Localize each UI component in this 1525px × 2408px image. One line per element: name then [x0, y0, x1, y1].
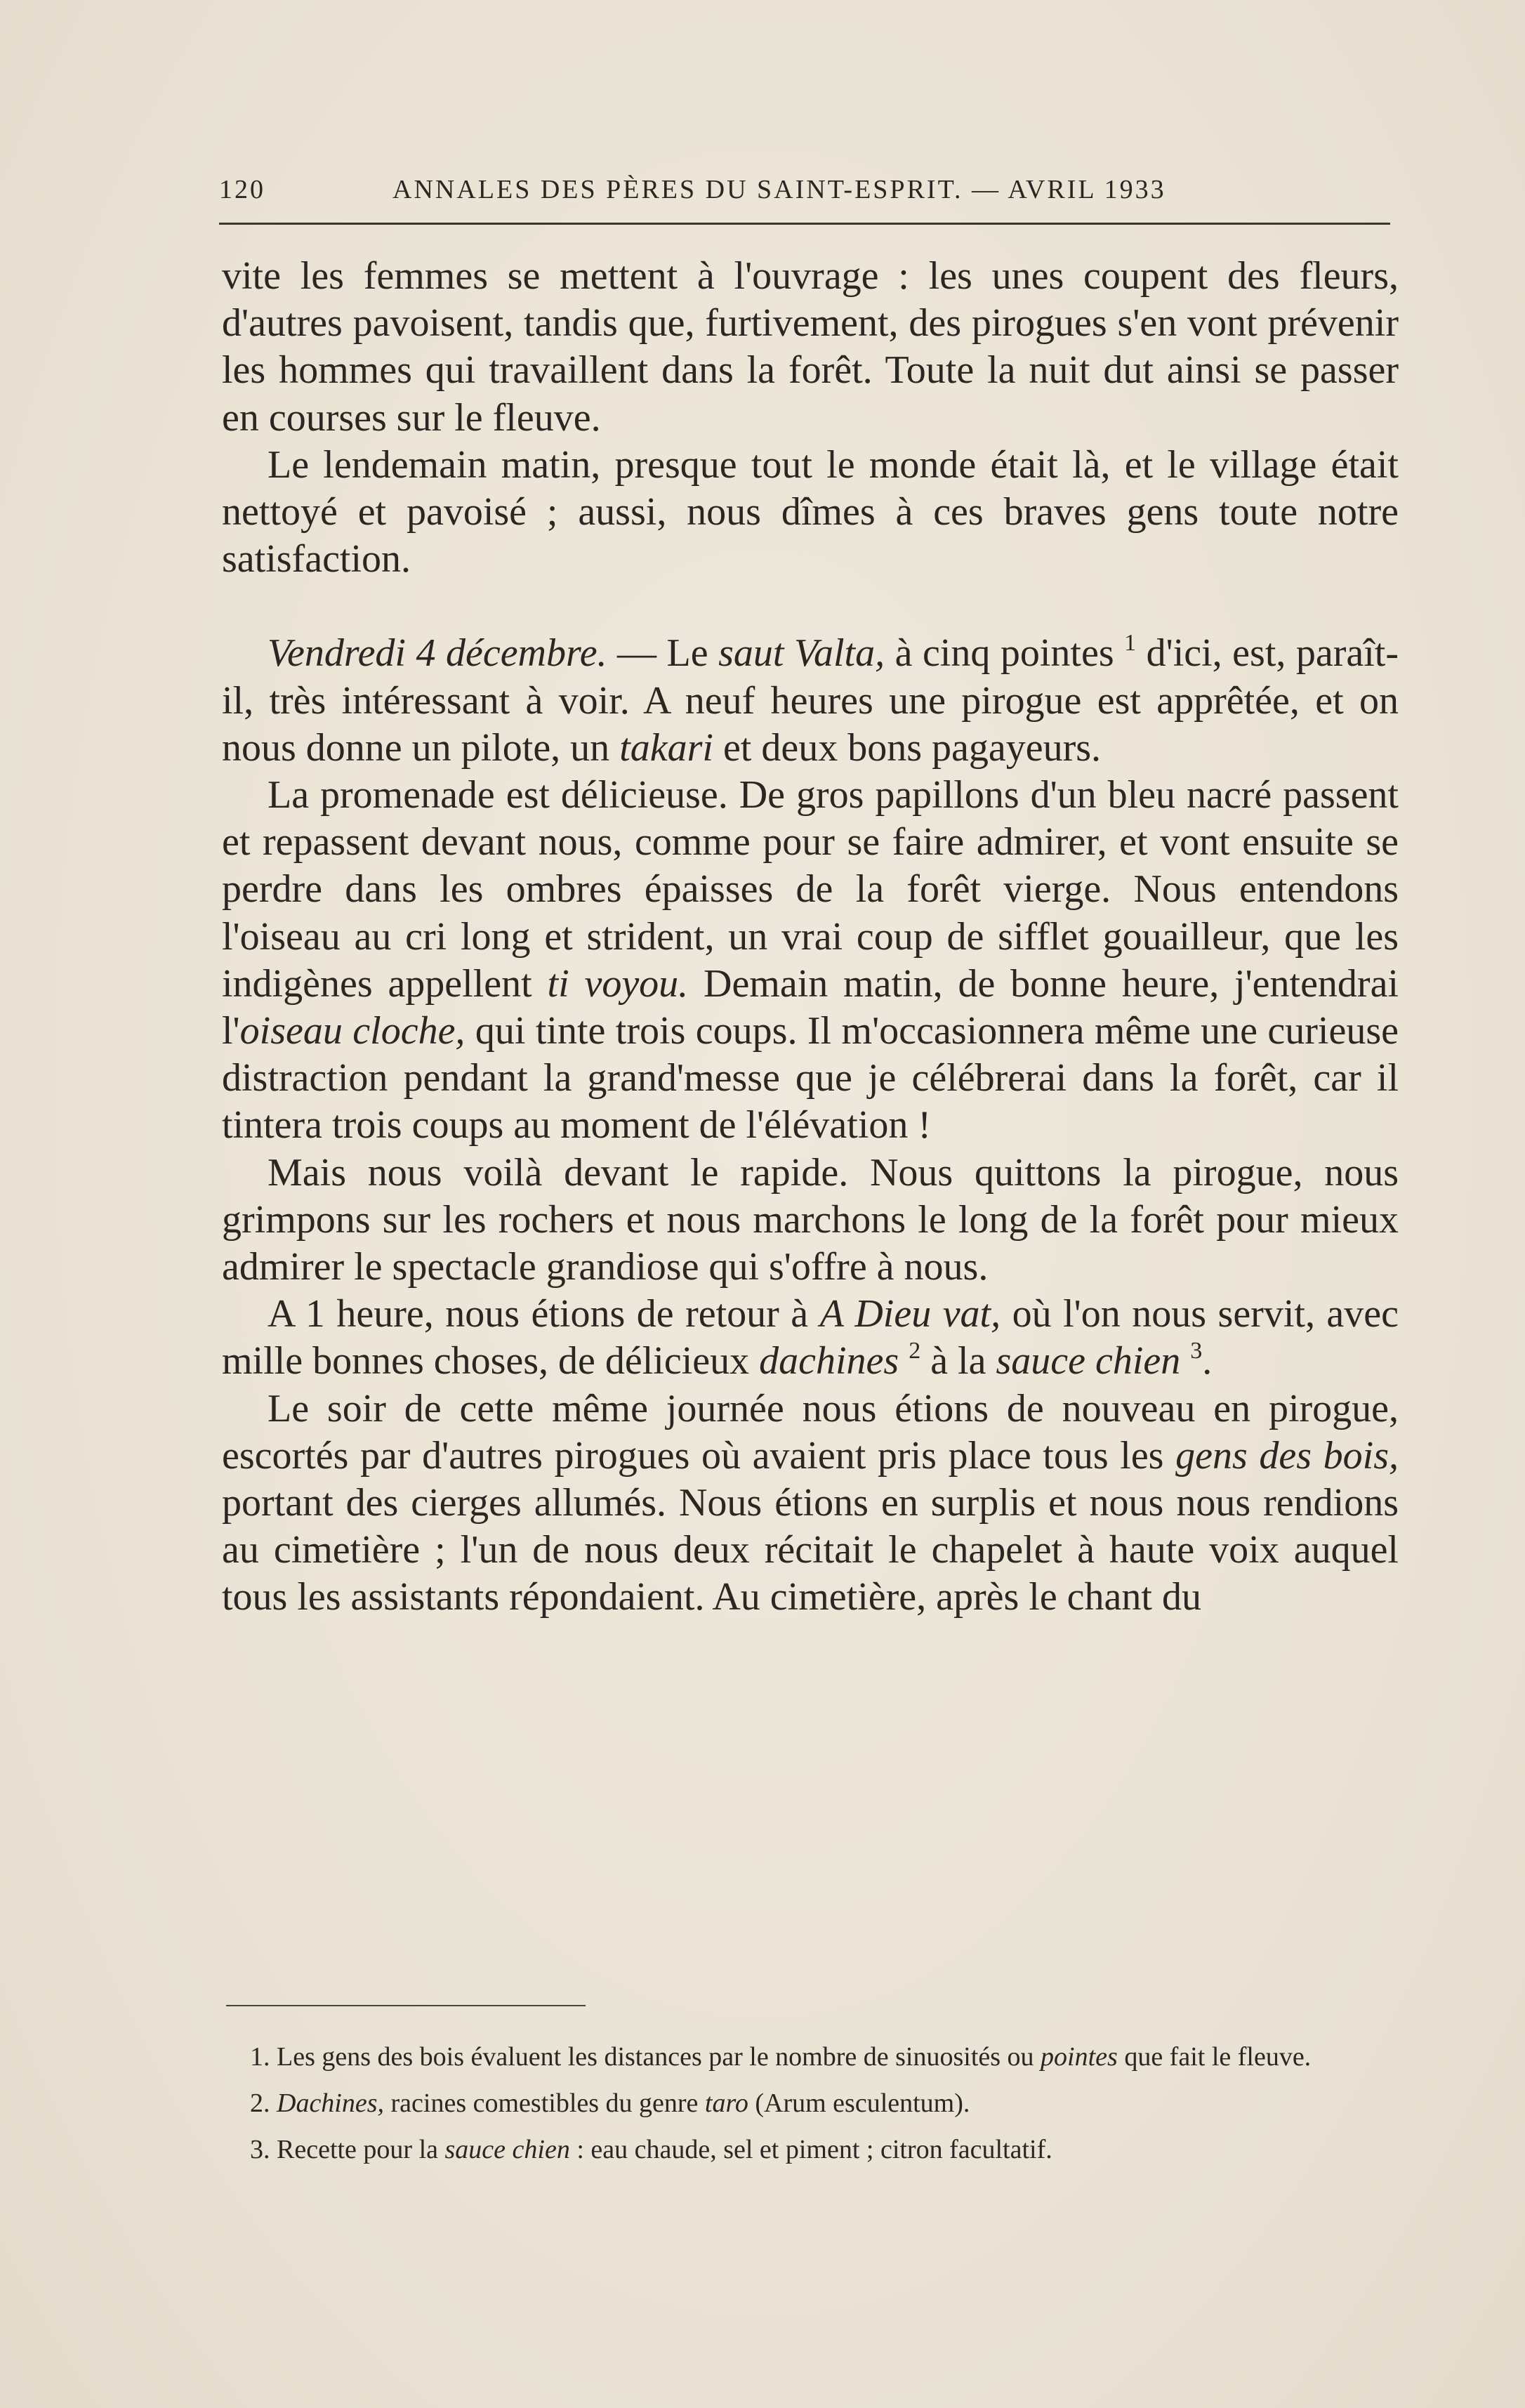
paragraph-5: Mais nous voilà devant le rapide. Nous quittons la pirogue, nous grimpons sur les rochers et nous marchons le long de la forêt pour mieux admirer le spectacle grandiose qui s'offre à nous. — [222, 1150, 1399, 1289]
paragraph-3: Vendredi 4 décembre. — Le saut Valta, à cinq pointes $^1$ d'ici, est, paraît-il, très intéressant à voir. A neuf heures une pirogue est apprêtée, et on nous donne un pilote, un takari et deux bons pagayeurs. — [222, 630, 1399, 770]
page-number: 120 — [219, 175, 265, 204]
footnote-ref-2: 2 — [909, 1338, 921, 1364]
footnote-rule — [226, 2005, 586, 2006]
entry-date: Vendredi 4 décembre. — [268, 631, 607, 676]
footnotes — [222, 2040, 1399, 2179]
footnote-ref-1: 1 — [1124, 630, 1137, 657]
header-rule — [219, 223, 1390, 225]
paragraph-6: A 1 heure, nous étions de retour à A Dieu vat, où l'on nous servit, avec mille bonnes choses, de délicieux dachines $^2$ à la sauce chien $^3$. — [222, 1292, 1399, 1383]
running-title: ANNALES DES PÈRES DU SAINT-ESPRIT. — AVRIL 1933 — [392, 175, 1166, 204]
body-text — [222, 253, 1399, 1621]
paragraph-1: vite les femmes se mettent à l'ouvrage : les unes coupent des fleurs, d'autres pavoisent, tandis que, furtivement, des pirogues s'en vont prévenir les hommes qui travaillent dans la forêt. Toute la nuit dut ainsi se passer en courses sur le fleuve. — [222, 254, 1399, 440]
paragraph-2: Le lendemain matin, presque tout le monde était là, et le village était nettoyé et pavoisé ; aussi, nous dîmes à ces braves gens toute notre satisfaction. — [222, 442, 1399, 581]
footnote-3: 3. Recette pour la sauce chien : eau chaude, sel et piment ; citron facultatif. — [250, 2135, 1052, 2164]
footnote-2: 2. Dachines, racines comestibles du genre taro (Arum esculentum). — [250, 2088, 970, 2118]
paragraph-4: La promenade est délicieuse. De gros papillons d'un bleu nacré passent et repassent devant nous, comme pour se faire admirer, et vont ensuite se perdre dans les ombres épaisses de la forêt vierge. Nous entendons l'oiseau au cri long et strident, un vrai coup de sifflet gouailleur, que les indigènes appellent ti voyou. Demain matin, de bonne heure, j'entendrai l'oiseau cloche, qui tinte trois coups. Il m'occasionnera même une curieuse distraction pendant la grand'messe que je célébrerai dans la forêt, car il tintera trois coups au moment de l'élévation ! — [222, 773, 1399, 1147]
footnote-1: 1. Les gens des bois évaluent les distances par le nombre de sinuosités ou pointes que fait le fleuve. — [250, 2042, 1312, 2072]
paragraph-7: Le soir de cette même journée nous étions de nouveau en pirogue, escortés par d'autres pirogues où avaient pris place tous les gens des bois, portant des cierges allumés. Nous étions en surplis et nous nous rendions au cimetière ; l'un de nous deux récitait le chapelet à haute voix auquel tous les assistants répondaient. Au cimetière, après le chant du — [222, 1386, 1399, 1619]
footnote-ref-3: 3 — [1190, 1338, 1203, 1364]
